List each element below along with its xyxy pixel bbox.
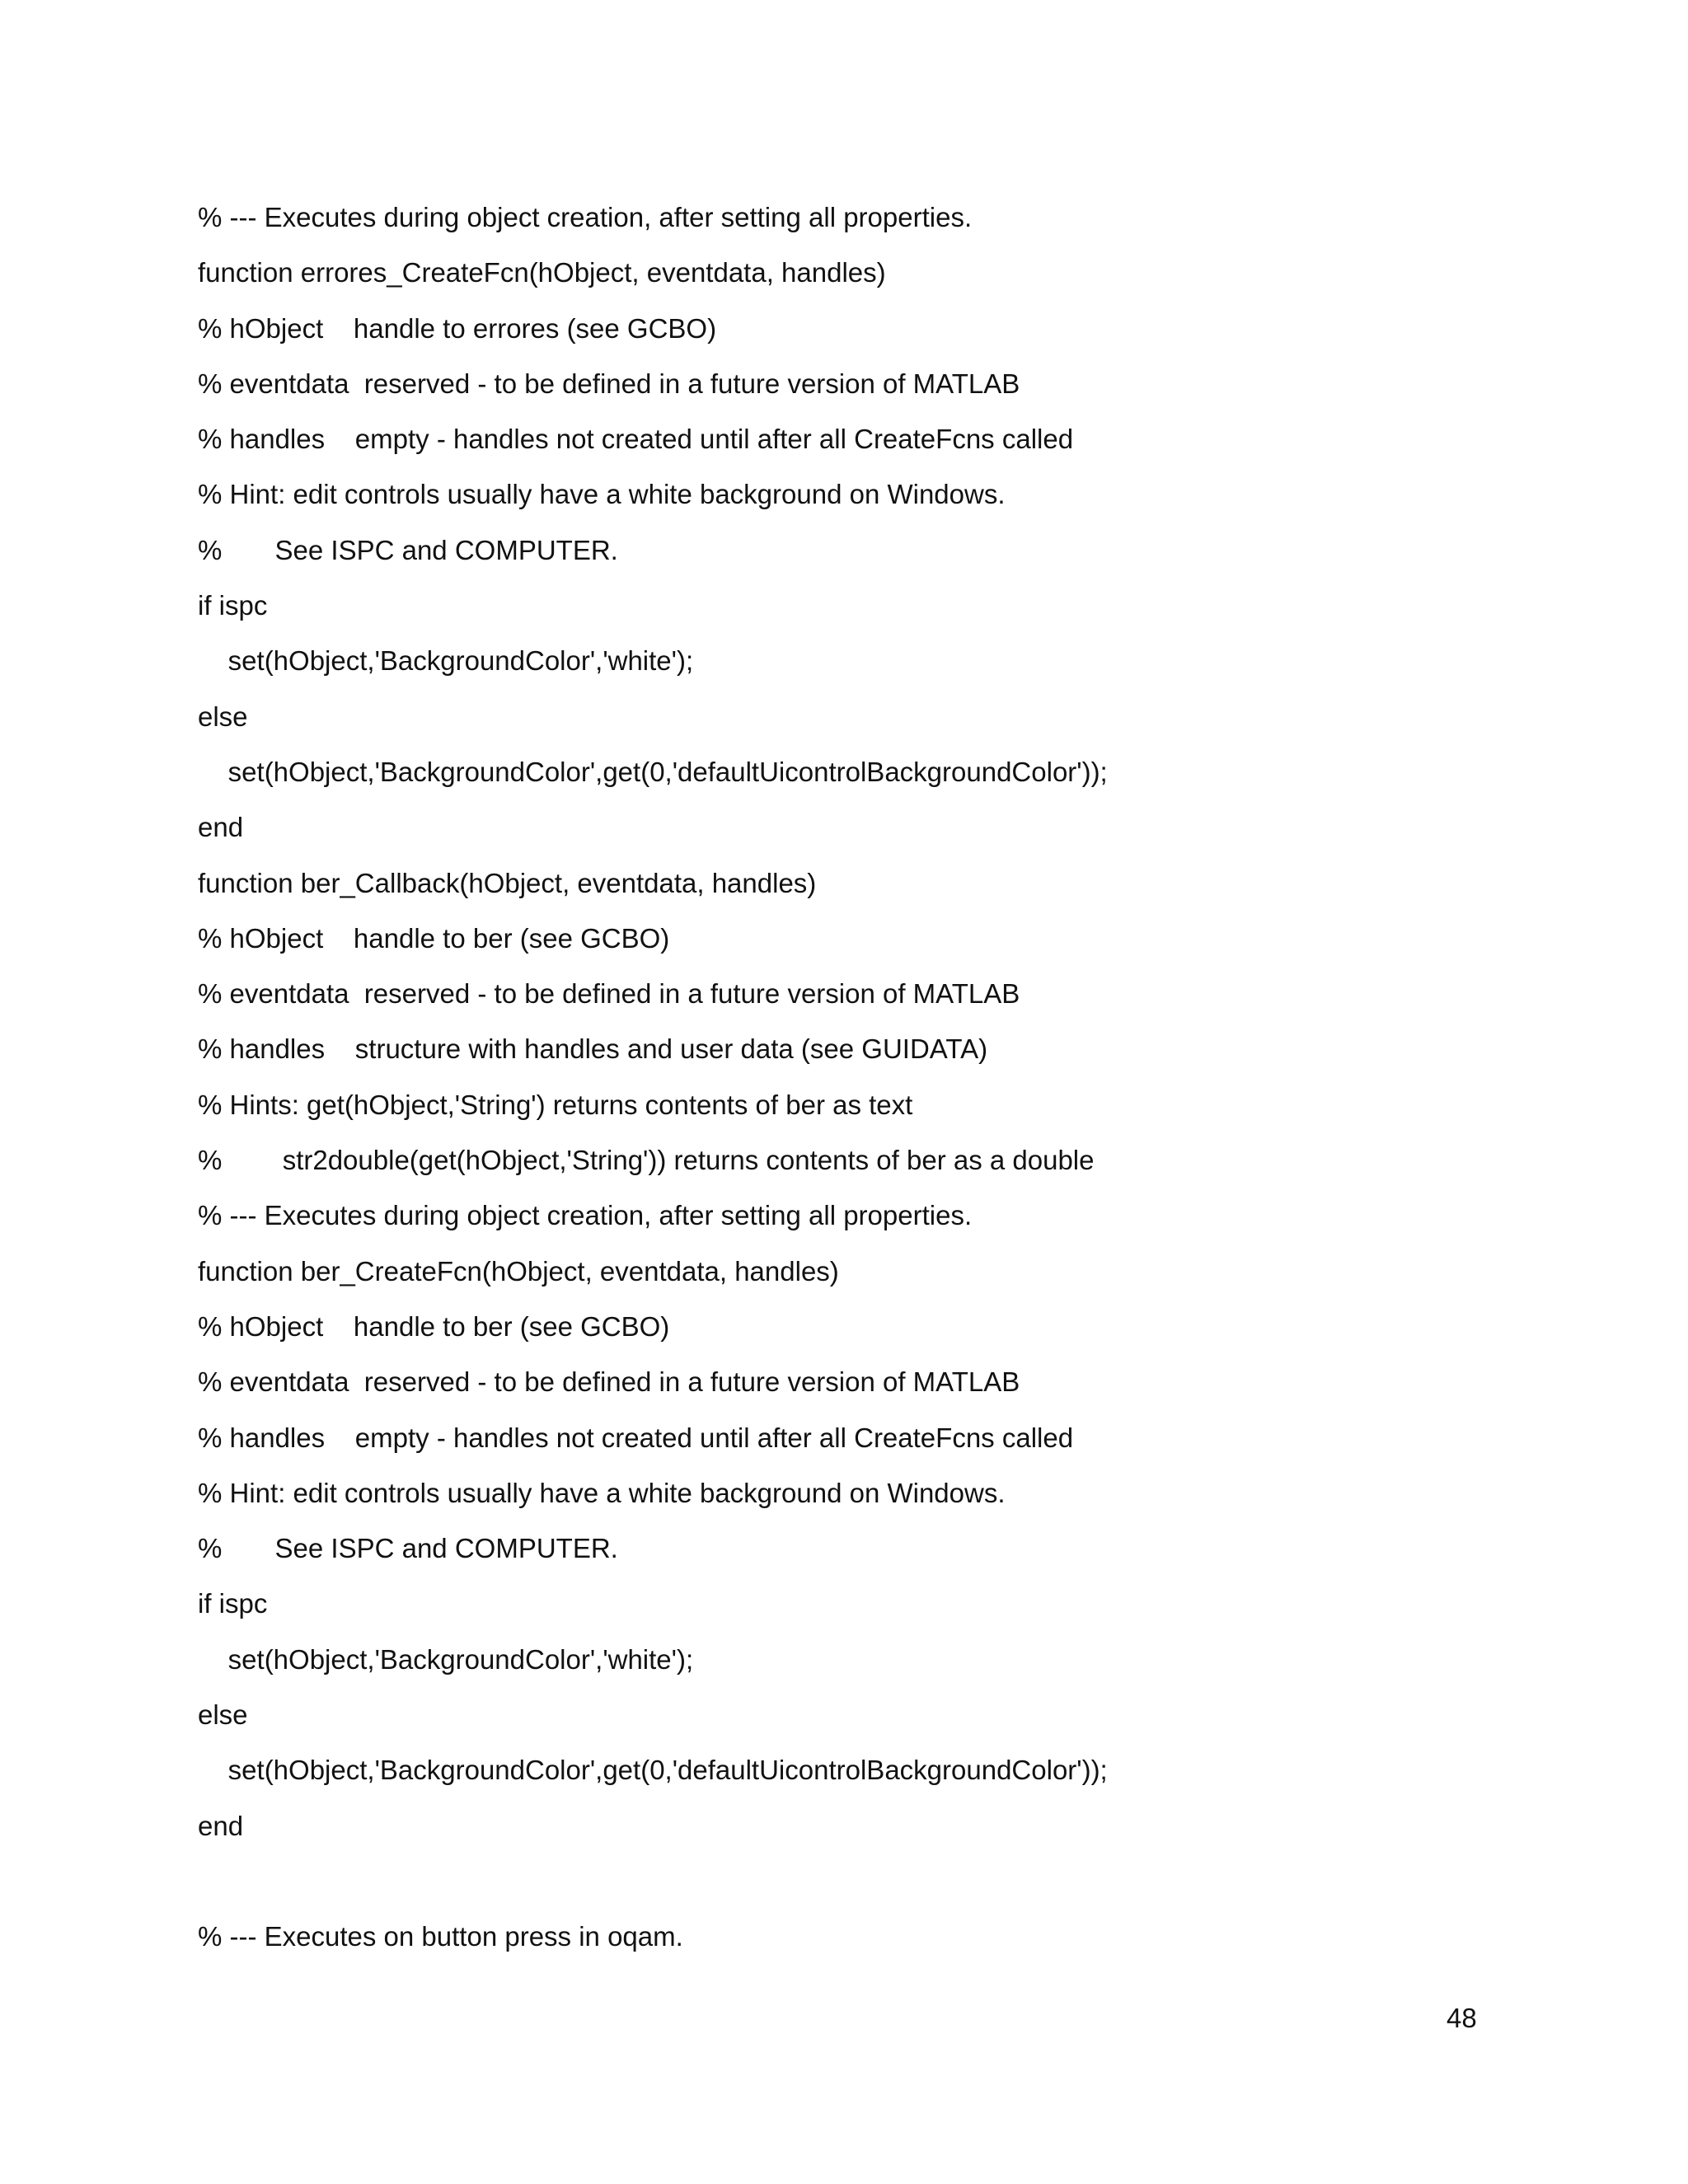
code-line: % eventdata reserved - to be defined in a future version of MATLAB <box>198 368 1020 399</box>
page-number: 48 <box>1447 2003 1477 2033</box>
code-line: function ber_Callback(hObject, eventdata, handles) <box>198 867 817 898</box>
code-line: % hObject handle to errores (see GCBO) <box>198 312 717 344</box>
code-line: % hObject handle to ber (see GCBO) <box>198 922 670 954</box>
code-line: end <box>198 812 244 843</box>
code-line: % Hint: edit controls usually have a white background on Windows. <box>198 479 1006 510</box>
code-line: function ber_CreateFcn(hObject, eventdata, handles) <box>198 1255 839 1286</box>
code-line: % str2double(get(hObject,'String')) returns contents of ber as a double <box>198 1145 1095 1176</box>
code-line: % --- Executes on button press in oqam. <box>198 1921 683 1952</box>
code-listing <box>198 194 1599 1969</box>
blank-line <box>198 1858 1599 1913</box>
code-line: set(hObject,'BackgroundColor','white'); <box>198 1643 694 1675</box>
code-line: % handles empty - handles not created until after all CreateFcns called <box>198 424 1074 455</box>
code-line: % handles structure with handles and user data (see GUIDATA) <box>198 1033 988 1065</box>
code-line: % --- Executes during object creation, after setting all properties. <box>198 1200 973 1231</box>
code-line: % See ISPC and COMPUTER. <box>198 1533 618 1564</box>
code-line: % eventdata reserved - to be defined in a future version of MATLAB <box>198 1366 1020 1398</box>
code-line: else <box>198 701 248 732</box>
code-line: % See ISPC and COMPUTER. <box>198 534 618 565</box>
code-line: if ispc <box>198 590 268 621</box>
code-line: % handles empty - handles not created until after all CreateFcns called <box>198 1422 1074 1453</box>
code-line: function errores_CreateFcn(hObject, eventdata, handles) <box>198 257 886 288</box>
code-line: % --- Executes during object creation, after setting all properties. <box>198 202 973 232</box>
code-line: % Hint: edit controls usually have a white background on Windows. <box>198 1477 1006 1508</box>
code-line: % eventdata reserved - to be defined in a future version of MATLAB <box>198 978 1020 1010</box>
code-line: % hObject handle to ber (see GCBO) <box>198 1310 670 1342</box>
code-line: else <box>198 1699 248 1731</box>
code-line: set(hObject,'BackgroundColor',get(0,'defaultUicontrolBackgroundColor')); <box>198 1755 1108 1786</box>
code-line: if ispc <box>198 1588 268 1619</box>
code-line: set(hObject,'BackgroundColor',get(0,'defaultUicontrolBackgroundColor')); <box>198 756 1108 787</box>
code-line: % Hints: get(hObject,'String') returns contents of ber as text <box>198 1089 913 1120</box>
code-line: set(hObject,'BackgroundColor','white'); <box>198 645 694 677</box>
code-line: end <box>198 1810 244 1841</box>
